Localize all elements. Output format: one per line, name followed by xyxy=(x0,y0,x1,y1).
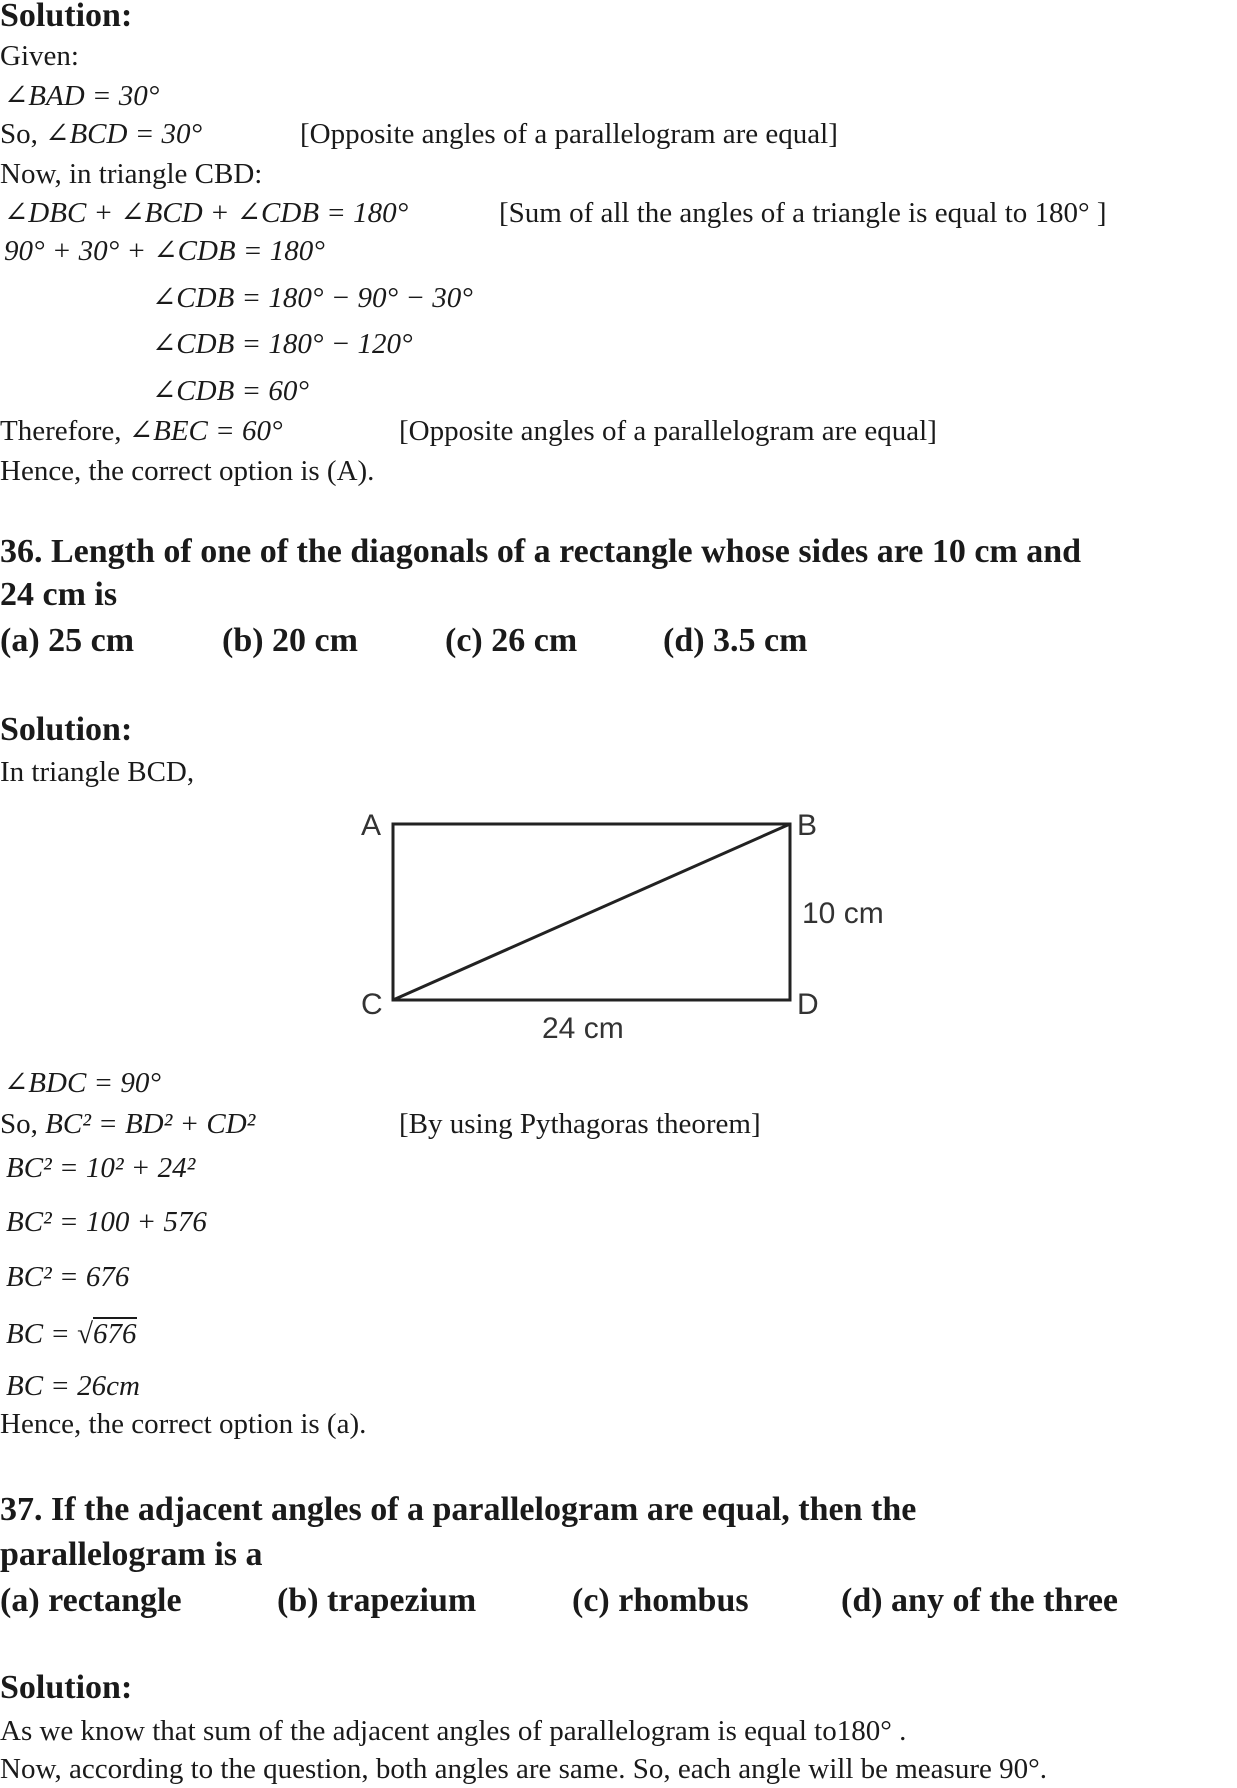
option-d: (d) any of the three xyxy=(841,1582,1118,1619)
math: ∠BCD = 30° xyxy=(45,118,203,150)
text-line: As we know that sum of the adjacent angles of parallelogram is equal to180° . xyxy=(0,1715,907,1747)
math-line: BC = 26cm xyxy=(6,1370,140,1402)
math-line: BC² = 100 + 576 xyxy=(6,1206,207,1238)
question-37: 37. If the adjacent angles of a parallelogram are equal, then the xyxy=(0,1491,917,1528)
option-c: (c) 26 cm xyxy=(445,622,578,659)
reason-note: [By using Pythagoras theorem] xyxy=(399,1108,761,1140)
text: So, xyxy=(0,118,38,150)
conclusion: Hence, the correct option is (A). xyxy=(0,455,375,487)
question-36-cont: 24 cm is xyxy=(0,576,118,613)
text-line: Now, in triangle CBD: xyxy=(0,158,263,190)
label-a: A xyxy=(361,809,382,842)
text-line: In triangle BCD, xyxy=(0,756,195,788)
text: So, xyxy=(0,1108,38,1140)
label-side-bd: 10 cm xyxy=(802,897,884,930)
label-side-cd: 24 cm xyxy=(542,1012,624,1045)
math: BC = √ xyxy=(6,1318,94,1350)
question-36: 36. Length of one of the diagonals of a rectangle whose sides are 10 cm and xyxy=(0,533,1082,570)
reason-note: [Sum of all the angles of a triangle is equal to 180° ] xyxy=(499,197,1107,229)
math-line xyxy=(6,1316,137,1352)
reason-note: [Opposite angles of a parallelogram are equal] xyxy=(300,118,838,150)
math-line: BC² = 10² + 24² xyxy=(6,1152,196,1184)
math: ∠DBC + ∠BCD + ∠CDB = 180° xyxy=(4,197,409,229)
radicand: 676 xyxy=(93,1318,137,1350)
option-b: (b) trapezium xyxy=(277,1582,477,1619)
solution-heading: Solution: xyxy=(0,1669,133,1706)
diagonal-cb xyxy=(393,824,790,1000)
label-d: D xyxy=(797,988,819,1021)
solution-heading: Solution: xyxy=(0,0,133,34)
math-line: 90° + 30° + ∠CDB = 180° xyxy=(4,235,325,267)
math-line: ∠BAD = 30° xyxy=(4,80,160,112)
math-line: ∠CDB = 180° − 90° − 30° xyxy=(152,282,473,314)
text-line: Now, according to the question, both angles are same. So, each angle will be measure 90°. xyxy=(0,1753,1047,1785)
math-line xyxy=(0,1106,1237,1142)
text-line: Given: xyxy=(0,40,79,72)
option-c: (c) rhombus xyxy=(572,1582,749,1619)
math-line: ∠BDC = 90° xyxy=(4,1067,161,1099)
math: ∠BEC = 60° xyxy=(128,415,283,447)
label-c: C xyxy=(361,988,383,1021)
option-d: (d) 3.5 cm xyxy=(663,622,808,659)
conclusion: Hence, the correct option is (a). xyxy=(0,1408,367,1440)
math-line: BC² = 676 xyxy=(6,1261,130,1293)
options-37 xyxy=(0,1583,1237,1619)
question-37-cont: parallelogram is a xyxy=(0,1536,263,1573)
option-a: (a) rectangle xyxy=(0,1582,182,1619)
label-b: B xyxy=(797,809,818,842)
math-line: ∠CDB = 180° − 120° xyxy=(152,328,413,360)
math-line: ∠CDB = 60° xyxy=(152,375,309,407)
solution-heading: Solution: xyxy=(0,711,133,748)
option-b: (b) 20 cm xyxy=(222,622,358,659)
option-a: (a) 25 cm xyxy=(0,622,135,659)
reason-note: [Opposite angles of a parallelogram are equal] xyxy=(399,415,937,447)
math: BC² = BD² + CD² xyxy=(45,1108,256,1140)
text: Therefore, xyxy=(0,415,122,447)
